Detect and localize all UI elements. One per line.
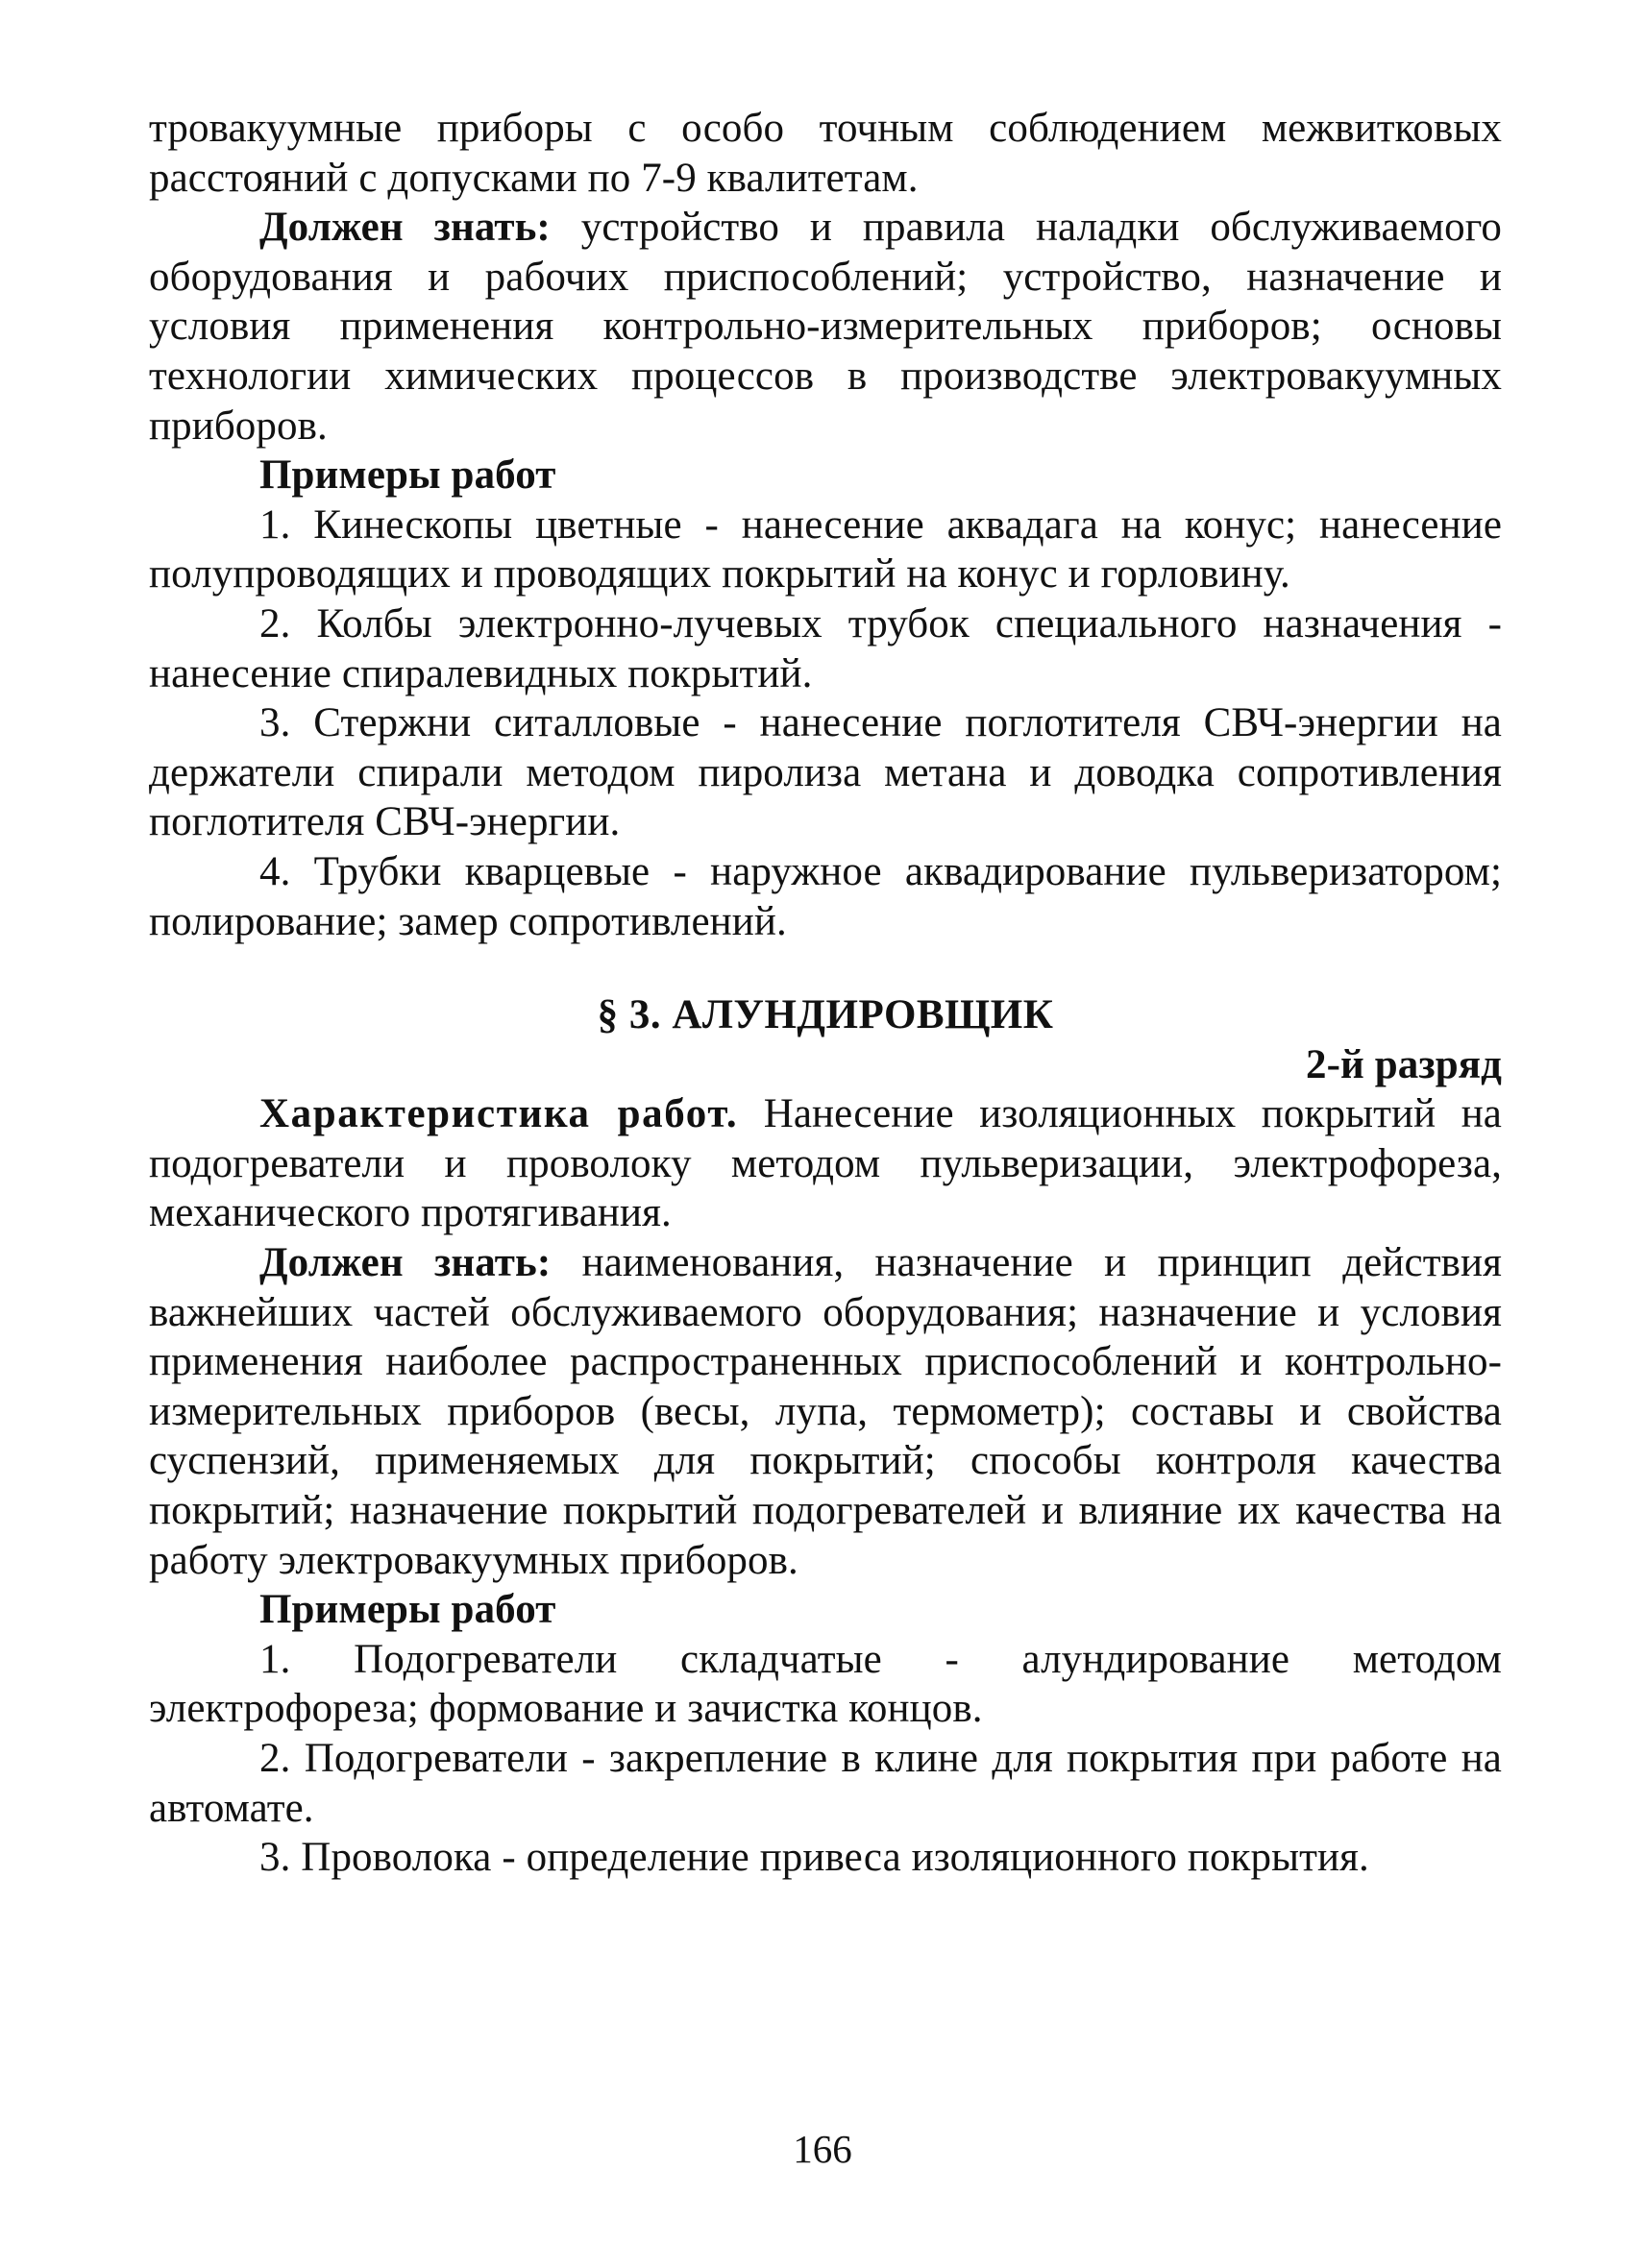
prev-example-item-1: 1. Кинескопы цветные - нанесение аквадага на конус; нанесение полупроводящих и проводящих покрытий на конус и горловину. xyxy=(149,501,1502,597)
continuation-paragraph: тровакуумные приборы с особо точным соблюдением межвитковых расстояний с допусками по 7-9 квалитетам. xyxy=(149,106,1502,201)
prev-must-know-text: устройство и правила наладки обслуживаемого оборудования и рабочих приспособлений; устройство, назначение и условия применения контрольно-измерительных приборов; основы технологии химических процессов в производстве электровакуумных приборов. xyxy=(149,205,1502,449)
page-number: 166 xyxy=(793,2127,852,2171)
prev-example-item-4: 4. Трубки кварцевые - наружное аквадирование пульверизатором; полирование; замер сопротивлений. xyxy=(149,848,1502,944)
prev-example-item-3: 3. Стержни ситалловые - нанесение поглотителя СВЧ-энергии на держатели спирали методом пиролиза метана и доводка сопротивления поглотителя СВЧ-энергии. xyxy=(149,700,1502,845)
prev-examples-heading: Примеры работ xyxy=(259,452,556,499)
prev-must-know-paragraph xyxy=(149,203,1502,451)
example-item-3: 3. Проволока - определение привеса изоляционного покрытия. xyxy=(259,1835,1369,1881)
prev-example-item-2: 2. Колбы электронно-лучевых трубок специального назначения - нанесение спиралевидных покрытий. xyxy=(149,600,1502,696)
must-know-text: наименования, назначение и принцип действия важнейших частей обслуживаемого оборудования; назначение и условия применения наиболее распространенных приспособлений и контрольно-измерительных приборов (весы, лупа, термометр); составы и свойства суспензий, применяемых для покрытий; способы контроля качества покрытий; назначение покрытий подогревателей и влияние их качества на работу электровакуумных приборов. xyxy=(149,1240,1502,1583)
characteristic-text: Нанесение изоляционных покрытий на подогреватели и проволоку методом пульверизации, электрофореза, механического протягивания. xyxy=(149,1091,1502,1236)
grade-label: 2-й разряд xyxy=(1306,1041,1502,1087)
example-item-1: 1. Подогреватели складчатые - алундирование методом электрофореза; формование и зачистка концов. xyxy=(149,1636,1502,1732)
characteristic-paragraph xyxy=(149,1089,1502,1238)
page-body xyxy=(149,104,1502,1883)
must-know-paragraph xyxy=(149,1238,1502,1585)
characteristic-label: Характеристика работ. xyxy=(259,1091,739,1137)
examples-heading: Примеры работ xyxy=(259,1587,556,1633)
must-know-label: Должен знать: xyxy=(259,1240,552,1286)
section-title: § 3. АЛУНДИРОВЩИК xyxy=(597,992,1054,1038)
prev-must-know-label: Должен знать: xyxy=(259,205,551,251)
example-item-2: 2. Подогреватели - закрепление в клине для покрытия при работе на автомате. xyxy=(149,1736,1502,1831)
